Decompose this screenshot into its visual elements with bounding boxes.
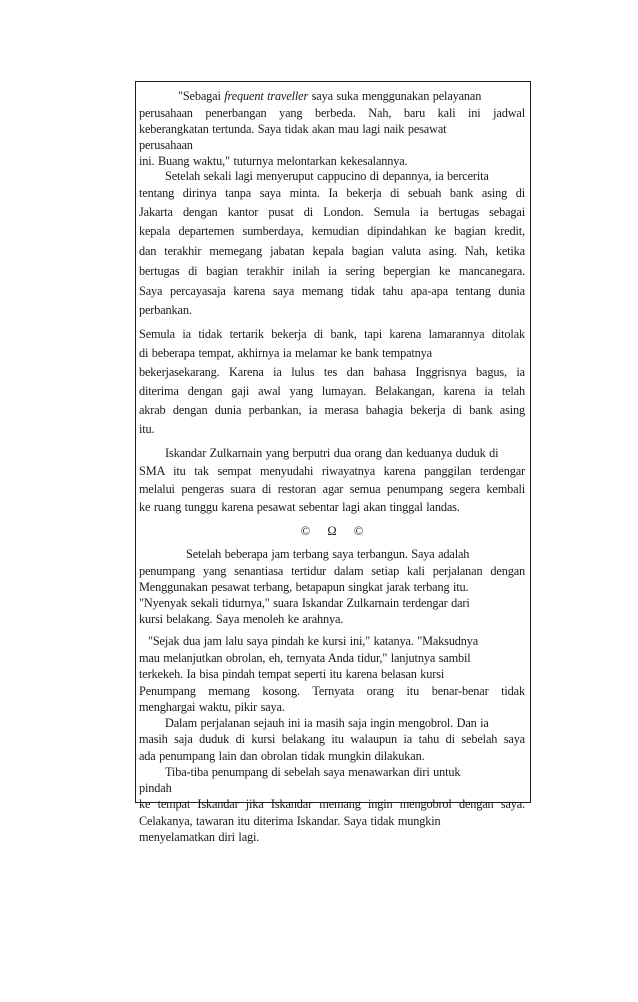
text-line: akrab dengan dunia perbankan, ia merasa bahagia bekerja di bank asing: [139, 403, 525, 417]
text-line: masih saja duduk di kursi belakang itu walaupun ia tahu di sebelah saya: [139, 732, 525, 746]
text-line: Tiba-tiba penumpang di sebelah saya menawarkan diri untuk: [165, 765, 461, 779]
text-line: melalui pengeras suara di restoran agar semua penumpang segera kembali: [139, 482, 525, 496]
italic-phrase: frequent traveller: [224, 89, 309, 103]
text-line: perusahaan: [139, 138, 193, 152]
text-line: SMA itu tak sempat menyudahi riwayatnya karena panggilan terdengar: [139, 464, 525, 478]
text-line: Celakanya, tawaran itu diterima Iskandar. Saya tidak mungkin: [139, 814, 441, 828]
text-line: ada penumpang lain dan obrolan tidak mungkin dilakukan.: [139, 749, 425, 763]
text-line: keberangkatan tertunda. Saya tidak akan mau lagi naik pesawat: [139, 122, 447, 136]
text-line: Setelah sekali lagi menyeruput cappucino di depannya, ia bercerita: [165, 169, 489, 183]
text-line: "Sebagai frequent traveller saya suka menggunakan pelayanan: [178, 89, 482, 103]
text-line: pindah: [139, 781, 172, 795]
text-line: itu.: [139, 422, 155, 436]
text-line: menghargai waktu, pikir saya.: [139, 700, 285, 714]
text-line: "Sejak dua jam lalu saya pindah ke kursi ini," katanya. "Maksudnya: [148, 634, 479, 648]
text-line: Semula ia tidak tertarik bekerja di bank, tapi karena lamarannya ditolak: [139, 327, 525, 341]
text-line: Iskandar Zulkarnain yang berputri dua orang dan keduanya duduk di: [165, 446, 499, 460]
text-line: Menggunakan pesawat terbang, betapapun singkat jarak terbang itu.: [139, 580, 469, 594]
text-line: perbankan.: [139, 303, 192, 317]
text-line: tentang dirinya tanpa saya minta. Ia bekerja di sebuah bank asing di: [139, 186, 525, 200]
text-line: di beberapa tempat, akhirnya ia melamar ke bank tempatnya: [139, 346, 432, 360]
text-line: bertugas di bagian terakhir inilah ia sering bepergian ke mancanegara.: [139, 264, 525, 278]
text-line: Saya percayasaja karena saya memang tidak tahu apa-apa tentang dunia: [139, 284, 525, 298]
text-line: perusahaan penerbangan yang berbeda. Nah, baru kali ini jadwal: [139, 106, 525, 120]
text-line: kepala departemen sumberdaya, kemudian dipindahkan ke bagian kredit,: [139, 224, 525, 238]
text-line: Jakarta dengan kantor pusat di London. Semula ia bertugas sebagai: [139, 205, 525, 219]
text-line: Dalam perjalanan sejauh ini ia masih saja ingin mengobrol. Dan ia: [165, 716, 489, 730]
text-line: terkekeh. Ia bisa pindah tempat seperti itu karena belasan kursi: [139, 667, 445, 681]
text-line: kursi belakang. Saya menoleh ke arahnya.: [139, 612, 344, 626]
text-line: penumpang yang senantiasa tertidur dalam setiap kali perjalanan dengan: [139, 564, 525, 578]
omega-symbol: Ω: [327, 524, 337, 538]
text-line: ini. Buang waktu," tuturnya melontarkan kekesalannya.: [139, 154, 408, 168]
text-line: mau melanjutkan obrolan, eh, ternyata Anda tidur," lanjutnya sambil: [139, 651, 471, 665]
copyright-symbol: ©: [353, 524, 364, 538]
text-line: Setelah beberapa jam terbang saya terbangun. Saya adalah: [186, 547, 470, 561]
text-line: diterima dengan gaji awal yang lumayan. Belakangan, karena ia telah: [139, 384, 525, 398]
copyright-symbol: ©: [300, 524, 311, 538]
section-separator: [139, 524, 525, 539]
text-line: menyelamatkan diri lagi.: [139, 830, 260, 844]
text-line: bekerjasekarang. Karena ia lulus tes dan bahasa Inggrisnya bagus, ia: [139, 365, 525, 379]
text-line: dan terakhir memegang jabatan kepala bagian valuta asing. Nah, ketika: [139, 244, 525, 258]
text-line: ke tempat Iskandar jika Iskandar memang ingin mengobrol dengan saya.: [139, 797, 525, 811]
text-line: ke ruang tunggu karena pesawat sebentar lagi akan tinggal landas.: [139, 500, 460, 514]
text-line: Penumpang memang kosong. Ternyata orang itu benar-benar tidak: [139, 684, 525, 698]
text-line: "Nyenyak sekali tidurnya," suara Iskandar Zulkarnain terdengar dari: [139, 596, 470, 610]
